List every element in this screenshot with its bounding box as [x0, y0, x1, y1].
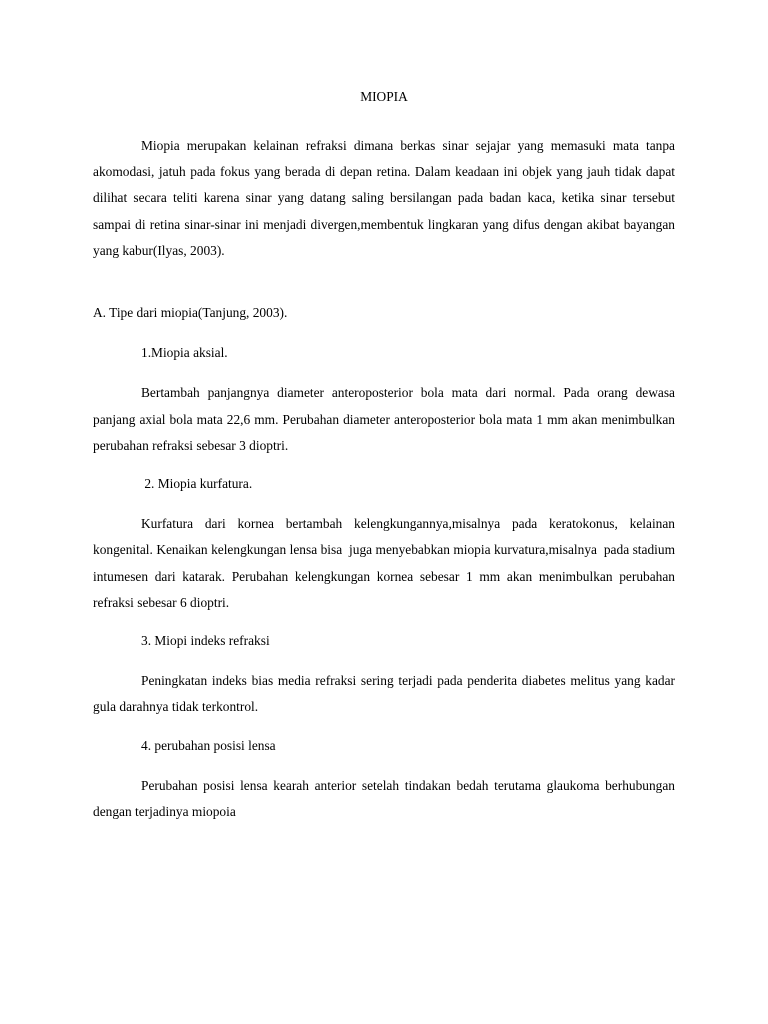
type-2-heading: 2. Miopia kurfatura. [141, 476, 253, 492]
type-3-heading: 3. Miopi indeks refraksi [141, 633, 270, 649]
type-2-body: Kurfatura dari kornea bertambah kelengkungannya,misalnya pada keratokonus, kelainan kongenital. Kenaikan kelengkungan lensa bisa juga menyebabkan miopia kurvatura,misalnya pada stadium intumesen dari katarak. Perubahan kelengkungan kornea sebesar 1 mm akan menimbulkan perubahan refraksi sebesar 6 dioptri. [93, 516, 679, 610]
type-4-heading: 4. perubahan posisi lensa [141, 737, 276, 753]
document-page [93, 86, 679, 825]
section-heading: A. Tipe dari miopia(Tanjung, 2003). [93, 305, 288, 321]
intro-paragraph: Miopia merupakan kelainan refraksi dimana berkas sinar sejajar yang memasuki mata tanpa akomodasi, jatuh pada fokus yang berada di depan retina. Dalam keadaan ini objek yang jauh tidak dapat dilihat secara teliti karena sinar yang datang saling bersilangan pada badan kaca, ketika sinar tersebut sampai di retina sinar-sinar ini menjadi divergen,membentuk lingkaran yang difus dengan akibat bayangan yang kabur(Ilyas, 2003). [93, 138, 675, 258]
type-1-body: Bertambah panjangnya diameter anteroposterior bola mata dari normal. Pada orang dewasa panjang axial bola mata 22,6 mm. Perubahan diameter anteroposterior bola mata 1 mm akan menimbulkan perubahan refraksi sebesar 3 dioptri. [93, 385, 675, 453]
document-title: MIOPIA [360, 89, 408, 104]
type-3-body: Peningkatan indeks bias media refraksi sering terjadi pada penderita diabetes melitus yang kadar gula darahnya tidak terkontrol. [93, 673, 675, 715]
type-1-heading: 1.Miopia aksial. [141, 345, 228, 361]
type-4-body: Perubahan posisi lensa kearah anterior setelah tindakan bedah terutama glaukoma berhubungan dengan terjadinya miopoia [93, 777, 675, 820]
